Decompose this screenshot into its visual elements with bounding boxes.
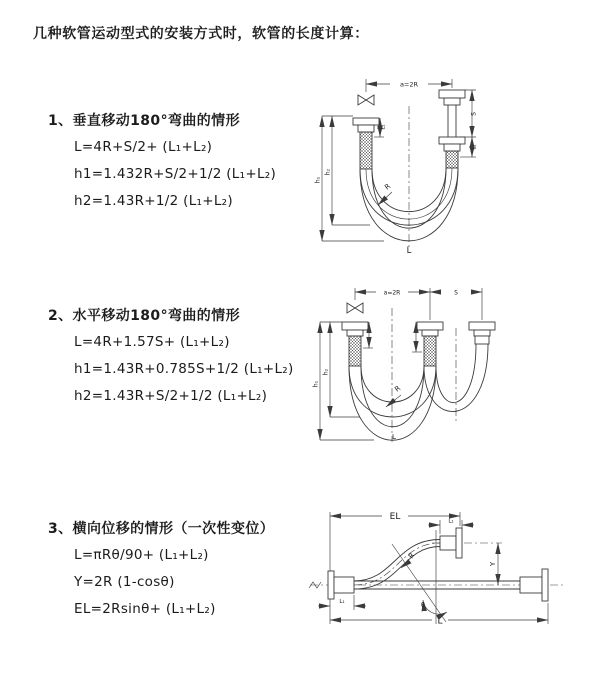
flange	[469, 322, 495, 330]
dim-label-radius: R	[383, 182, 393, 192]
radius-leader	[386, 384, 402, 407]
dim-label-h2: h₂	[324, 168, 332, 176]
diagram-vertical-180-bend	[314, 76, 494, 256]
centerline-break-mark	[309, 582, 321, 588]
dim-label-l1: L₁	[380, 124, 387, 130]
dim-label-a2r: a=2R	[383, 289, 401, 297]
dim-label-h1: h₁	[314, 176, 322, 184]
braided-hose	[424, 336, 436, 366]
dim-label-a2r: a=2R	[399, 80, 419, 89]
flange-neck	[440, 536, 456, 550]
dimension-a2r	[355, 288, 482, 320]
u-bend-hose	[349, 366, 436, 440]
radius-construction	[392, 530, 446, 624]
flange	[542, 569, 548, 601]
page-title: 几种软管运动型式的安装方式时，软管的长度计算：	[33, 26, 369, 42]
s-curve-hose	[354, 540, 440, 590]
flange	[417, 322, 443, 330]
formula-line: h2=1.43R+S/2+1/2 (L₁+L₂)	[74, 387, 268, 404]
flange-neck	[520, 577, 542, 593]
section-lateral-displacement	[48, 514, 328, 622]
braided-hose	[446, 151, 458, 168]
diagram-horizontal-180-bend	[312, 286, 552, 446]
flange-neck	[444, 98, 460, 105]
flange-neck	[347, 330, 363, 336]
dim-label-el: EL	[389, 512, 401, 522]
radius-leader	[378, 182, 392, 205]
dim-label-length: L	[437, 616, 443, 627]
dim-label-l1: L₁	[471, 144, 478, 150]
dim-label-length: L	[406, 246, 412, 256]
section-heading: 1、垂直移动180°弯曲的情形	[48, 112, 240, 129]
formula-line: h1=1.43R+0.785S+1/2 (L₁+L₂)	[74, 360, 294, 377]
dim-label-length: L	[392, 433, 396, 441]
flange	[456, 528, 462, 558]
flange-neck	[358, 125, 374, 132]
flange-neck	[334, 577, 354, 593]
section-heading: 3、横向位移的情形（一次性变位）	[48, 520, 275, 537]
dim-label-theta: θ	[421, 601, 425, 609]
section-heading: 2、水平移动180°弯曲的情形	[48, 307, 240, 324]
center-pipe-assembly	[417, 322, 443, 366]
flange	[439, 137, 465, 144]
dim-label-h1: h₁	[312, 380, 320, 388]
braided-hose	[360, 132, 372, 169]
dim-label-h2: h₂	[322, 368, 330, 376]
formula-list	[74, 328, 328, 409]
dimension-el	[330, 512, 460, 624]
section-horizontal-movement	[48, 301, 328, 409]
formula-line: h1=1.432R+S/2+1/2 (L₁+L₂)	[74, 165, 277, 182]
flange	[353, 118, 379, 125]
dimension-l1-top	[428, 519, 474, 535]
angle-theta	[421, 600, 447, 614]
pipe-walls	[448, 105, 456, 137]
dim-label-s: S	[470, 112, 478, 116]
flange-neck	[422, 330, 438, 336]
dimension-fitting	[363, 322, 422, 352]
hose-collar	[475, 336, 489, 344]
left-flange-assembly	[328, 571, 354, 599]
flange-neck	[474, 330, 490, 336]
formula-line: h2=1.43R+1/2 (L₁+L₂)	[74, 192, 233, 209]
dim-label-y: Y	[489, 561, 497, 567]
diagram-lateral-displacement	[296, 500, 586, 655]
dim-label-l1: L₁	[339, 599, 345, 605]
right-pipe-assembly	[469, 322, 495, 344]
formula-line: L=πRθ/90+ (L₁+L₂)	[74, 546, 209, 563]
flange-neck	[444, 144, 460, 151]
formula-list	[74, 133, 328, 214]
dim-label-s: S	[454, 289, 458, 297]
right-pipe-assembly	[439, 90, 465, 168]
formula-line: EL=2Rsinθ+ (L₁+L₂)	[74, 600, 216, 617]
valve-icon	[358, 95, 374, 105]
dimension-s	[430, 290, 482, 297]
formula-line: Y=2R (1-cosθ)	[74, 573, 175, 590]
left-pipe-assembly	[353, 118, 379, 169]
right-flange-assembly	[520, 569, 548, 601]
valve-icon	[347, 303, 363, 313]
dimension-y	[489, 543, 498, 585]
left-pipe-assembly	[342, 322, 368, 366]
flange	[328, 571, 334, 599]
flange	[342, 322, 368, 330]
dim-label-l1: L₁	[448, 518, 454, 525]
formula-list	[74, 541, 328, 622]
dimension-l1-bottom	[318, 595, 366, 610]
upper-flange-assembly	[432, 528, 502, 558]
dim-label-radius: R	[407, 551, 417, 561]
dimension-length	[330, 603, 548, 627]
flange	[439, 90, 465, 98]
formula-line: L=4R+1.57S+ (L₁+L₂)	[74, 333, 230, 350]
section-vertical-movement	[48, 106, 328, 214]
dimension-h1	[313, 322, 375, 440]
braided-hose	[349, 336, 361, 366]
dim-label-radius: R	[393, 384, 403, 394]
dimension-h1	[315, 116, 385, 241]
formula-line: L=4R+S/2+ (L₁+L₂)	[74, 138, 213, 155]
